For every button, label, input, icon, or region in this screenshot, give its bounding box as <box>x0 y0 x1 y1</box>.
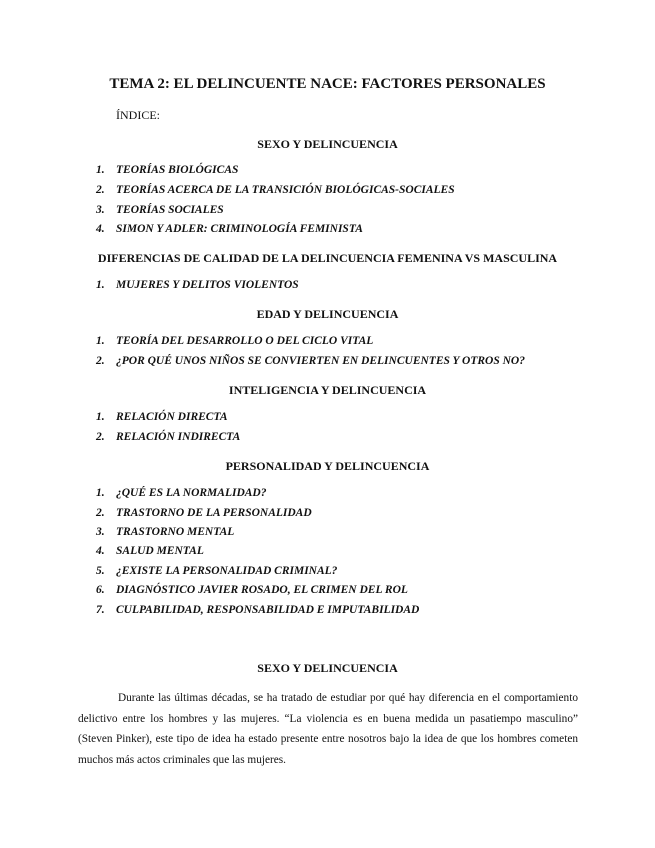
section-heading: PERSONALIDAD Y DELINCUENCIA <box>225 459 430 473</box>
list-number: 1. <box>96 411 105 423</box>
list-text: TEORÍAS ACERCA DE LA TRANSICIÓN BIOLÓGICAS-SOCIALES <box>116 184 455 196</box>
list-number: 4. <box>96 223 105 235</box>
list-text: ¿QUÉ ES LA NORMALIDAD? <box>116 487 267 499</box>
body-heading: SEXO Y DELINCUENCIA <box>257 661 398 675</box>
section-heading: INTELIGENCIA Y DELINCUENCIA <box>228 383 427 397</box>
section-heading: SEXO Y DELINCUENCIA <box>257 137 398 151</box>
list-number: 2. <box>96 355 105 367</box>
list-text: TEORÍA DEL DESARROLLO O DEL CICLO VITAL <box>116 335 374 347</box>
list-text: SALUD MENTAL <box>116 545 204 557</box>
list-number: 2. <box>96 431 105 443</box>
list-item <box>96 279 299 291</box>
list-text: CULPABILIDAD, RESPONSABILIDAD E IMPUTABILIDAD <box>116 604 420 616</box>
list-number: 1. <box>96 487 105 499</box>
list-text: MUJERES Y DELITOS VIOLENTOS <box>116 279 299 291</box>
list-item <box>96 584 408 596</box>
list-item <box>96 565 337 577</box>
list-number: 3. <box>96 204 105 216</box>
list-text: RELACIÓN DIRECTA <box>116 411 228 423</box>
list-number: 2. <box>96 184 105 196</box>
list-text: TRASTORNO MENTAL <box>116 526 235 538</box>
list-item <box>96 507 312 519</box>
list-item <box>96 204 224 216</box>
list-number: 1. <box>96 164 105 176</box>
body-paragraph-text: Durante las últimas décadas, se ha tratado de estudiar por qué hay diferencia en el comportamiento delictivo entre los hombres y las mujeres. “La violencia es en buena medida un pasatiempo masculino” (Steven Pinker), este tipo de idea ha estado presente entre nosotros bajo la idea de que los hombres cometen muchos más actos criminales que las mujeres. <box>78 692 578 766</box>
list-item <box>96 223 363 235</box>
list-item <box>96 431 240 443</box>
list-item <box>96 355 525 367</box>
list-item <box>96 164 238 176</box>
list-text: ¿EXISTE LA PERSONALIDAD CRIMINAL? <box>116 565 338 577</box>
list-number: 3. <box>96 526 105 538</box>
list-item <box>96 411 228 423</box>
section-heading: DIFERENCIAS DE CALIDAD DE LA DELINCUENCIA FEMENINA VS MASCULINA <box>97 251 558 265</box>
list-text: ¿POR QUÉ UNOS NIÑOS SE CONVIERTEN EN DELINCUENTES Y OTROS NO? <box>116 355 525 367</box>
list-number: 4. <box>96 545 105 557</box>
list-number: 7. <box>96 604 105 616</box>
list-item <box>96 184 455 196</box>
section-heading: EDAD Y DELINCUENCIA <box>256 307 399 321</box>
list-number: 6. <box>96 584 105 596</box>
list-text: TRASTORNO DE LA PERSONALIDAD <box>116 507 312 519</box>
list-number: 5. <box>96 565 105 577</box>
list-item <box>96 335 373 347</box>
list-number: 1. <box>96 279 105 291</box>
list-text: RELACIÓN INDIRECTA <box>116 431 241 443</box>
list-text: TEORÍAS BIOLÓGICAS <box>116 164 239 176</box>
list-number: 2. <box>96 507 105 519</box>
list-item <box>96 604 419 616</box>
list-text: DIAGNÓSTICO JAVIER ROSADO, EL CRIMEN DEL ROL <box>116 584 408 596</box>
list-item <box>96 526 234 538</box>
body-paragraph <box>78 688 578 770</box>
list-number: 1. <box>96 335 105 347</box>
page-title: TEMA 2: EL DELINCUENTE NACE: FACTORES PERSONALES <box>109 76 546 92</box>
index-label: ÍNDICE: <box>116 108 160 122</box>
list-text: TEORÍAS SOCIALES <box>116 204 224 216</box>
list-item <box>96 487 267 499</box>
list-item <box>96 545 204 557</box>
list-text: SIMON Y ADLER: CRIMINOLOGÍA FEMINISTA <box>116 223 363 235</box>
